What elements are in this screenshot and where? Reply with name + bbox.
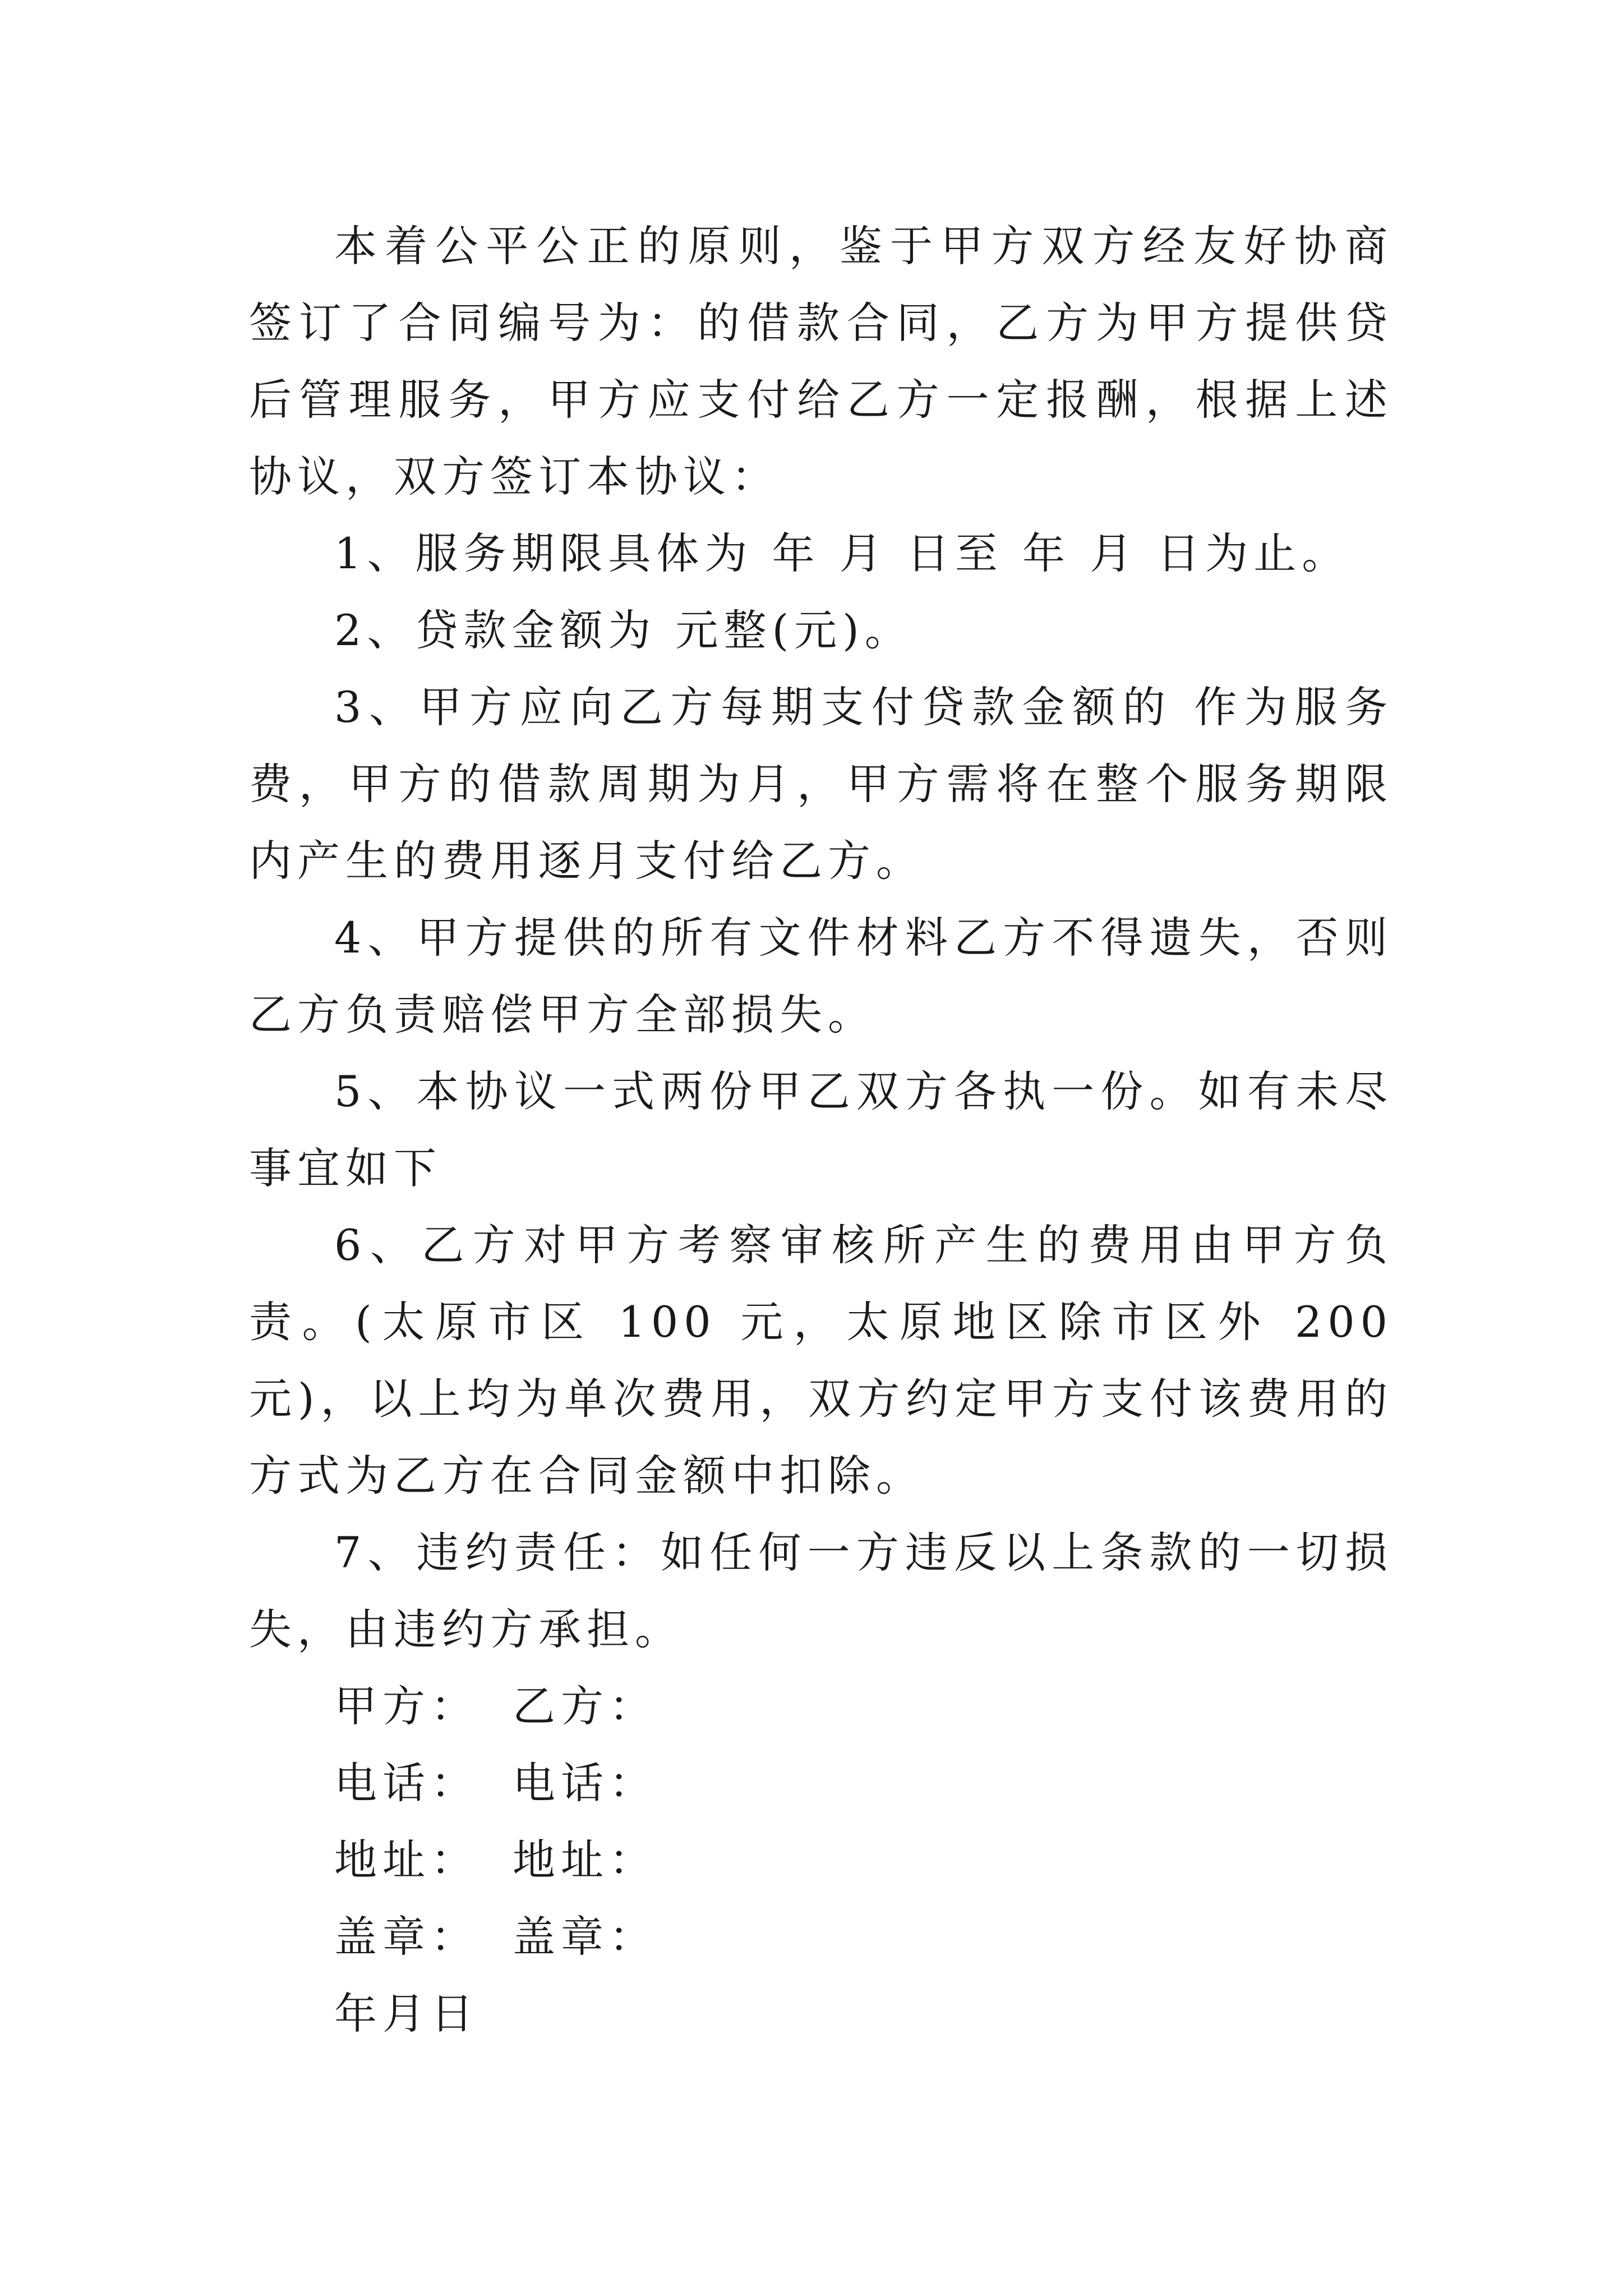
clause-2-loan-amount: 2、贷款金额为 元整(元)。: [334, 605, 913, 655]
address-b-label: 地址：: [513, 1835, 657, 1885]
clause-6-review-fees: 6、乙方对甲方考察审核所产生的费用由甲方负责。(太原市区 100 元，太原地区除市区外 200 元)，以上均为单次费用，双方约定甲方支付该费用的方式为乙方在合同金额中扣除。: [249, 1220, 1393, 1501]
phone-a-label: 电话：: [334, 1758, 479, 1808]
signature-address-row: [249, 1821, 1393, 1898]
document-body: [249, 208, 1393, 2052]
clause-5-copies: 5、本协议一式两份甲乙双方各执一份。如有未尽事宜如下: [249, 1066, 1393, 1193]
clause-3-service-fee: 3、甲方应向乙方每期支付贷款金额的 作为服务费，甲方的借款周期为月，甲方需将在整个服务期限内产生的费用逐月支付给乙方。: [249, 682, 1393, 886]
signature-date-row: [249, 1975, 1393, 2052]
party-a-label: 甲方：: [334, 1681, 479, 1731]
clause-4-document-loss: 4、甲方提供的所有文件材料乙方不得遗失，否则乙方负责赔偿甲方全部损失。: [249, 913, 1393, 1039]
seal-a-label: 盖章：: [334, 1912, 479, 1962]
clause-1-service-period: 1、服务期限具体为 年 月 日至 年 月 日为止。: [334, 528, 1350, 578]
intro-paragraph: 本着公平公正的原则，鉴于甲方双方经友好协商签订了合同编号为：的借款合同，乙方为甲方提供贷后管理服务，甲方应支付给乙方一定报酬，根据上述协议，双方签订本协议：: [249, 221, 1393, 501]
signature-party-row: [249, 1668, 1393, 1745]
clause-7-liability: 7、违约责任：如任何一方违反以上条款的一切损失，由违约方承担。: [249, 1527, 1393, 1654]
seal-b-label: 盖章：: [513, 1912, 657, 1962]
signature-seal-row: [249, 1898, 1393, 1975]
phone-b-label: 电话：: [513, 1758, 657, 1808]
signature-phone-row: [249, 1745, 1393, 1821]
address-a-label: 地址：: [334, 1835, 479, 1885]
party-b-label: 乙方：: [513, 1681, 657, 1731]
date-label: 年月日: [334, 1989, 479, 2039]
